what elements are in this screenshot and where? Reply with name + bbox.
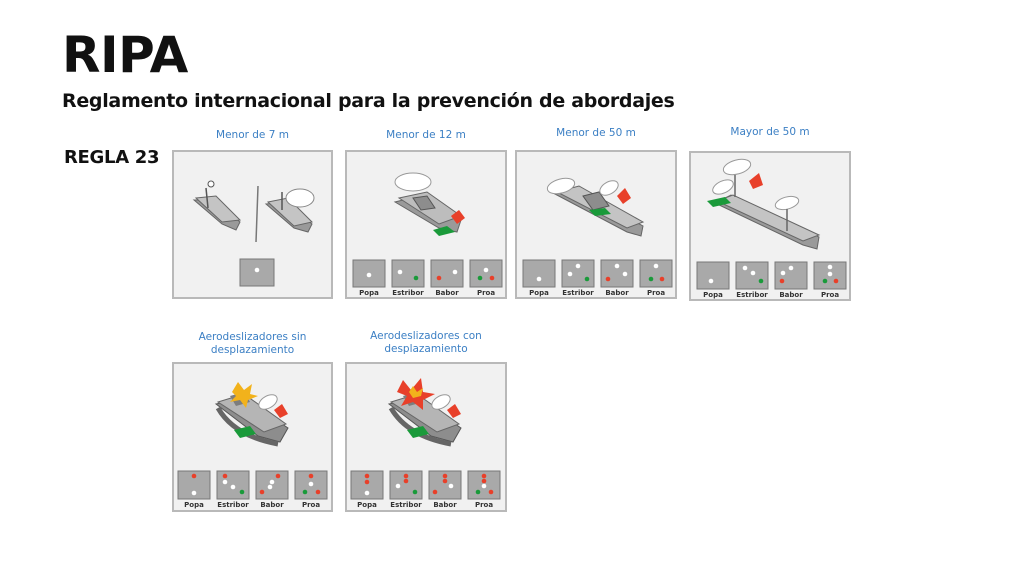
view-label-popa: Popa: [529, 289, 549, 297]
light-cone-icon: [286, 189, 314, 207]
view-box-row: [353, 260, 502, 287]
panel-label-aero-con: Aerodeslizadores con desplazamiento: [370, 330, 482, 355]
boat-icon: [395, 173, 465, 236]
slide-subtitle: Reglamento internacional para la prevención de abordajes: [62, 90, 675, 112]
view-label-proa: Proa: [476, 289, 496, 297]
panel-label-menor-50: Menor de 50 m: [556, 127, 636, 139]
panel-label-aero-sin: Aerodeslizadores sin desplazamiento: [198, 331, 307, 356]
view-label-estribor: Estribor: [392, 289, 424, 297]
panel-aero-sin-drawing: [174, 364, 331, 510]
boat-icon: [194, 181, 240, 230]
view-label-proa: Proa: [820, 291, 840, 299]
panel-menor-12m: [345, 150, 507, 299]
panel-mayor-50m-drawing: [691, 153, 849, 299]
rule-heading: REGLA 23: [64, 147, 160, 168]
view-label-popa: Popa: [357, 501, 377, 509]
panel-menor-50m: [515, 150, 677, 299]
panel-menor-7m: [172, 150, 333, 299]
view-label-estribor: Estribor: [736, 291, 768, 299]
panel-menor-50m-drawing: [517, 152, 675, 297]
view-label-proa: Proa: [474, 501, 494, 509]
boat-icon: [546, 176, 643, 236]
hovercraft-icon: [389, 378, 461, 444]
view-label-babor: Babor: [779, 291, 803, 299]
view-box-row: [523, 260, 672, 287]
view-label-proa: Proa: [646, 289, 666, 297]
view-label-babor: Babor: [605, 289, 629, 297]
view-box-popa: [240, 259, 274, 286]
boat-icon: [266, 189, 314, 232]
view-box-row: [697, 262, 846, 289]
view-label-popa: Popa: [359, 289, 379, 297]
hovercraft-icon: [216, 382, 288, 444]
panel-label-menor-7: Menor de 7 m: [216, 129, 289, 141]
slide-title: RIPA: [62, 26, 188, 84]
panel-aero-con-drawing: [347, 364, 505, 510]
light-dot-white: [255, 268, 260, 273]
view-label-popa: Popa: [184, 501, 204, 509]
view-label-proa: Proa: [301, 501, 321, 509]
panel-aero-sin: [172, 362, 333, 512]
boat-icon: [707, 157, 819, 249]
view-label-babor: Babor: [433, 501, 457, 509]
panel-label-menor-12: Menor de 12 m: [386, 129, 466, 141]
view-box-row: [351, 471, 500, 499]
divider-line: [256, 186, 258, 242]
view-box-row: [178, 471, 327, 499]
panel-menor-7m-drawing: [174, 152, 331, 297]
panel-label-mayor-50: Mayor de 50 m: [730, 126, 810, 138]
view-label-estribor: Estribor: [390, 501, 422, 509]
panel-menor-12m-drawing: [347, 152, 505, 297]
view-label-estribor: Estribor: [562, 289, 594, 297]
view-label-babor: Babor: [435, 289, 459, 297]
view-label-babor: Babor: [260, 501, 284, 509]
panel-aero-con: [345, 362, 507, 512]
panel-mayor-50m: [689, 151, 851, 301]
view-label-estribor: Estribor: [217, 501, 249, 509]
view-label-popa: Popa: [703, 291, 723, 299]
